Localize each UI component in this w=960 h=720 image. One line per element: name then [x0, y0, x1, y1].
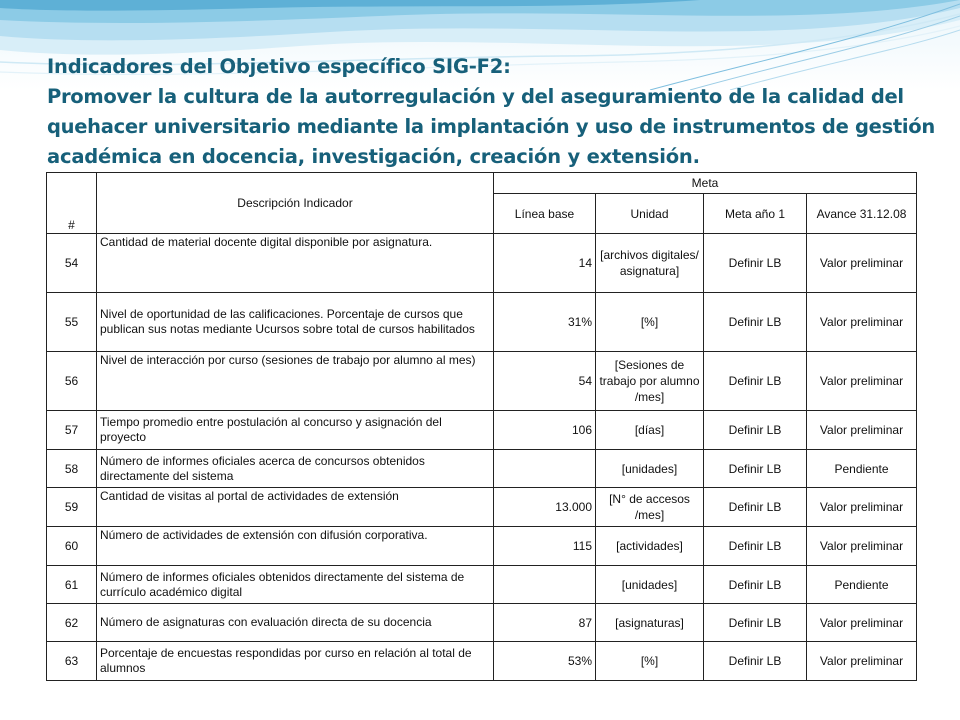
row-unidad: [días] — [596, 411, 704, 450]
header-unidad: Unidad — [596, 194, 704, 234]
title-line-3: quehacer universitario mediante la implantación y uso de instrumentos de gestión — [47, 115, 935, 138]
header-linea-base: Línea base — [494, 194, 596, 234]
row-descripcion: Número de asignaturas con evaluación directa de su docencia — [97, 604, 494, 642]
row-meta-anio: Definir LB — [704, 234, 807, 293]
table-row — [47, 642, 917, 681]
row-avance: Pendiente — [807, 450, 917, 488]
row-descripcion: Nivel de interacción por curso (sesiones de trabajo por alumno al mes) — [97, 352, 494, 411]
row-num: 56 — [47, 352, 97, 411]
row-avance: Valor preliminar — [807, 411, 917, 450]
row-unidad: [N° de accesos /mes] — [596, 488, 704, 527]
row-descripcion: Nivel de oportunidad de las calificaciones. Porcentaje de cursos que publican sus notas mediante Ucursos sobre total de cursos habilitados — [97, 293, 494, 352]
row-meta-anio: Definir LB — [704, 604, 807, 642]
row-unidad: [unidades] — [596, 566, 704, 604]
table-row — [47, 411, 917, 450]
header-descripcion: Descripción Indicador — [97, 173, 494, 234]
indicators-table — [46, 172, 917, 681]
row-linea-base: 115 — [494, 527, 596, 566]
header-num: # — [47, 173, 97, 234]
row-avance: Pendiente — [807, 566, 917, 604]
table-row — [47, 293, 917, 352]
row-descripcion: Número de informes oficiales acerca de concursos obtenidos directamente del sistema — [97, 450, 494, 488]
row-meta-anio: Definir LB — [704, 352, 807, 411]
row-unidad: [actividades] — [596, 527, 704, 566]
row-num: 62 — [47, 604, 97, 642]
row-meta-anio: Definir LB — [704, 566, 807, 604]
table-row — [47, 234, 917, 293]
row-linea-base: 106 — [494, 411, 596, 450]
row-num: 57 — [47, 411, 97, 450]
row-descripcion: Número de actividades de extensión con difusión corporativa. — [97, 527, 494, 566]
table-row — [47, 450, 917, 488]
row-num: 55 — [47, 293, 97, 352]
row-unidad: [asignaturas] — [596, 604, 704, 642]
row-num: 61 — [47, 566, 97, 604]
row-unidad: [%] — [596, 642, 704, 681]
row-avance: Valor preliminar — [807, 234, 917, 293]
row-descripcion: Porcentaje de encuestas respondidas por curso en relación al total de alumnos — [97, 642, 494, 681]
row-unidad: [unidades] — [596, 450, 704, 488]
row-meta-anio: Definir LB — [704, 488, 807, 527]
row-meta-anio: Definir LB — [704, 642, 807, 681]
row-linea-base — [494, 566, 596, 604]
title-line-4: académica en docencia, investigación, creación y extensión. — [47, 145, 700, 168]
row-avance: Valor preliminar — [807, 642, 917, 681]
row-descripcion: Tiempo promedio entre postulación al concurso y asignación del proyecto — [97, 411, 494, 450]
row-meta-anio: Definir LB — [704, 527, 807, 566]
row-avance: Valor preliminar — [807, 604, 917, 642]
row-num: 54 — [47, 234, 97, 293]
row-num: 58 — [47, 450, 97, 488]
table-row — [47, 604, 917, 642]
row-unidad: [Sesiones de trabajo por alumno /mes] — [596, 352, 704, 411]
table-row — [47, 352, 917, 411]
table-row — [47, 488, 917, 527]
row-num: 59 — [47, 488, 97, 527]
row-linea-base: 87 — [494, 604, 596, 642]
row-descripcion: Número de informes oficiales obtenidos directamente del sistema de currículo académico digital — [97, 566, 494, 604]
title-line-2: Promover la cultura de la autorregulación y del aseguramiento de la calidad del — [47, 85, 904, 108]
header-meta: Meta — [494, 173, 917, 194]
row-meta-anio: Definir LB — [704, 450, 807, 488]
table-row — [47, 527, 917, 566]
row-avance: Valor preliminar — [807, 488, 917, 527]
table-row — [47, 566, 917, 604]
row-linea-base: 14 — [494, 234, 596, 293]
slide-title — [47, 52, 935, 172]
row-linea-base: 13.000 — [494, 488, 596, 527]
row-unidad: [archivos digitales/ asignatura] — [596, 234, 704, 293]
row-num: 60 — [47, 527, 97, 566]
header-avance: Avance 31.12.08 — [807, 194, 917, 234]
row-linea-base — [494, 450, 596, 488]
row-descripcion: Cantidad de visitas al portal de actividades de extensión — [97, 488, 494, 527]
row-num: 63 — [47, 642, 97, 681]
row-meta-anio: Definir LB — [704, 411, 807, 450]
row-unidad: [%] — [596, 293, 704, 352]
row-avance: Valor preliminar — [807, 352, 917, 411]
title-line-1: Indicadores del Objetivo específico SIG-F2: — [47, 55, 511, 78]
row-descripcion: Cantidad de material docente digital disponible por asignatura. — [97, 234, 494, 293]
row-linea-base: 53% — [494, 642, 596, 681]
row-linea-base: 31% — [494, 293, 596, 352]
row-linea-base: 54 — [494, 352, 596, 411]
row-avance: Valor preliminar — [807, 527, 917, 566]
header-meta-anio: Meta año 1 — [704, 194, 807, 234]
row-avance: Valor preliminar — [807, 293, 917, 352]
row-meta-anio: Definir LB — [704, 293, 807, 352]
